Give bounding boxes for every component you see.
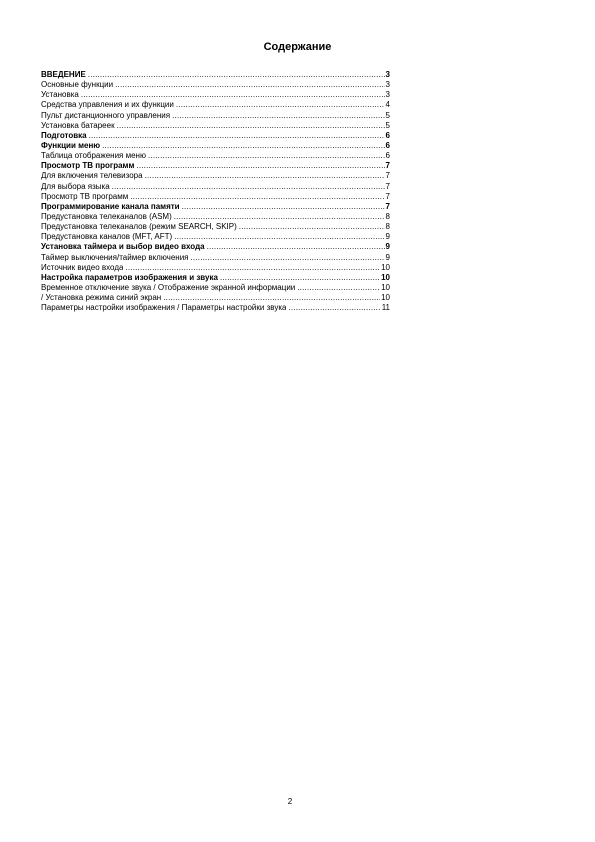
toc-entry-label: Пульт дистанционного управления xyxy=(41,110,171,120)
toc-entry-label: Временное отключение звука / Отображение экранной информации xyxy=(41,282,296,292)
toc-dot-leader xyxy=(88,70,385,80)
toc-entry xyxy=(41,121,390,131)
toc-entry-label: Программирование канала памяти xyxy=(41,201,180,211)
toc-dot-leader xyxy=(117,121,385,131)
toc-dot-leader xyxy=(174,232,384,242)
toc-entry-label: Средства управления и их функции xyxy=(41,100,174,110)
toc-entry xyxy=(41,182,390,192)
toc-entry-page: 4 xyxy=(385,100,390,110)
toc-entry-page: 6 xyxy=(385,130,390,140)
toc-dot-leader xyxy=(89,131,385,141)
toc-entry-page: 3 xyxy=(385,80,390,90)
toc-entry-label: Для включения телевизора xyxy=(41,171,143,181)
toc-entry-label: Просмотр ТВ программ xyxy=(41,161,135,171)
toc-entry-page: 10 xyxy=(381,282,390,292)
toc-entry-label: Для выбора языка xyxy=(41,181,110,191)
toc-entry-page: 6 xyxy=(385,151,390,161)
toc-entry-page: 7 xyxy=(385,181,390,191)
toc-entry xyxy=(41,253,390,263)
toc-entry-label: Предустановка телеканалов (ASM) xyxy=(41,211,172,221)
toc-entry-label: Установка батареек xyxy=(41,120,115,130)
toc-dot-leader xyxy=(130,192,384,202)
toc-entry-label: Параметры настройки изображения / Параметры настройки звука xyxy=(41,303,287,313)
toc-dot-leader xyxy=(220,273,380,283)
toc-dot-leader xyxy=(174,212,385,222)
toc-entry xyxy=(41,131,390,141)
toc-dot-leader xyxy=(145,171,385,181)
toc-entry xyxy=(41,263,390,273)
toc-entry-page: 6 xyxy=(385,140,390,150)
toc-entry-label: Предустановка каналов (MFT, AFT) xyxy=(41,232,173,242)
toc-entry-label: / Установка режима синий экран xyxy=(41,293,162,303)
toc-dot-leader xyxy=(102,141,384,151)
toc-entry-label: Подготовка xyxy=(41,130,87,140)
page-title: Содержание xyxy=(263,41,332,53)
toc-entry-label: Таймер выключения/таймер включения xyxy=(41,252,189,262)
toc-dot-leader xyxy=(288,303,380,313)
toc-entry-page: 3 xyxy=(385,90,390,100)
toc-entry-page: 10 xyxy=(381,293,390,303)
toc-entry-label: ВВЕДЕНИЕ xyxy=(41,70,86,79)
toc-dot-leader xyxy=(136,161,384,171)
toc-entry xyxy=(41,273,390,283)
toc-dot-leader xyxy=(207,242,385,252)
toc-entry-page: 7 xyxy=(385,191,390,201)
toc-entry-page: 5 xyxy=(385,110,390,120)
toc-dot-leader xyxy=(125,263,380,273)
toc-entry-label: Основные функции xyxy=(41,80,114,90)
toc-dot-leader xyxy=(163,293,380,303)
toc-entry xyxy=(41,192,390,202)
toc-entry-label: Функции меню xyxy=(41,140,101,150)
toc-entry xyxy=(41,303,390,313)
toc-entry-label: Источник видео входа xyxy=(41,262,124,272)
toc-entry xyxy=(41,212,390,222)
toc-entry-page: 8 xyxy=(385,222,390,232)
toc-entry-page: 3 xyxy=(385,70,390,79)
toc-entry-page: 9 xyxy=(385,232,390,242)
toc-dot-leader xyxy=(148,151,385,161)
toc-dot-leader xyxy=(239,222,385,232)
toc-entry xyxy=(41,283,390,293)
toc-entry xyxy=(41,100,390,110)
toc-entry xyxy=(41,151,390,161)
toc-entry-label: Установка таймера и выбор видео входа xyxy=(41,242,205,252)
toc-dot-leader xyxy=(115,80,384,90)
toc-dot-leader xyxy=(81,90,385,100)
toc-entry-page: 10 xyxy=(381,272,390,282)
toc-entry-page: 10 xyxy=(381,262,390,272)
toc-entry-label: Просмотр ТВ программ xyxy=(41,191,129,201)
toc-dot-leader xyxy=(182,202,385,212)
toc-entry-page: 7 xyxy=(385,161,390,171)
toc-entry-page: 7 xyxy=(385,171,390,181)
toc-entry xyxy=(41,80,390,90)
toc-entry xyxy=(41,90,390,100)
toc-entry xyxy=(41,111,390,121)
toc-entry-label: Предустановка телеканалов (режим SEARCH, SKIP) xyxy=(41,222,237,232)
table-of-contents xyxy=(41,70,390,313)
toc-dot-leader xyxy=(172,111,384,121)
toc-entry xyxy=(41,232,390,242)
toc-entry xyxy=(41,141,390,151)
toc-dot-leader xyxy=(176,100,385,110)
toc-entry-page: 7 xyxy=(385,201,390,211)
toc-entry-page: 9 xyxy=(385,242,390,252)
toc-entry-page: 11 xyxy=(381,303,390,313)
toc-entry-label: Таблица отображения меню xyxy=(41,151,146,161)
toc-entry xyxy=(41,202,390,212)
toc-entry xyxy=(41,242,390,252)
toc-entry xyxy=(41,70,390,80)
toc-entry xyxy=(41,171,390,181)
toc-dot-leader xyxy=(112,182,385,192)
toc-dot-leader xyxy=(191,253,385,263)
toc-entry-page: 9 xyxy=(385,252,390,262)
toc-entry-page: 8 xyxy=(385,211,390,221)
toc-entry-page: 5 xyxy=(385,120,390,130)
toc-dot-leader xyxy=(297,283,380,293)
toc-entry-label: Установка xyxy=(41,90,79,100)
toc-entry xyxy=(41,293,390,303)
toc-entry-label: Настройка параметров изображения и звука xyxy=(41,272,218,282)
page-number: 2 xyxy=(287,797,293,806)
toc-entry xyxy=(41,161,390,171)
toc-entry xyxy=(41,222,390,232)
